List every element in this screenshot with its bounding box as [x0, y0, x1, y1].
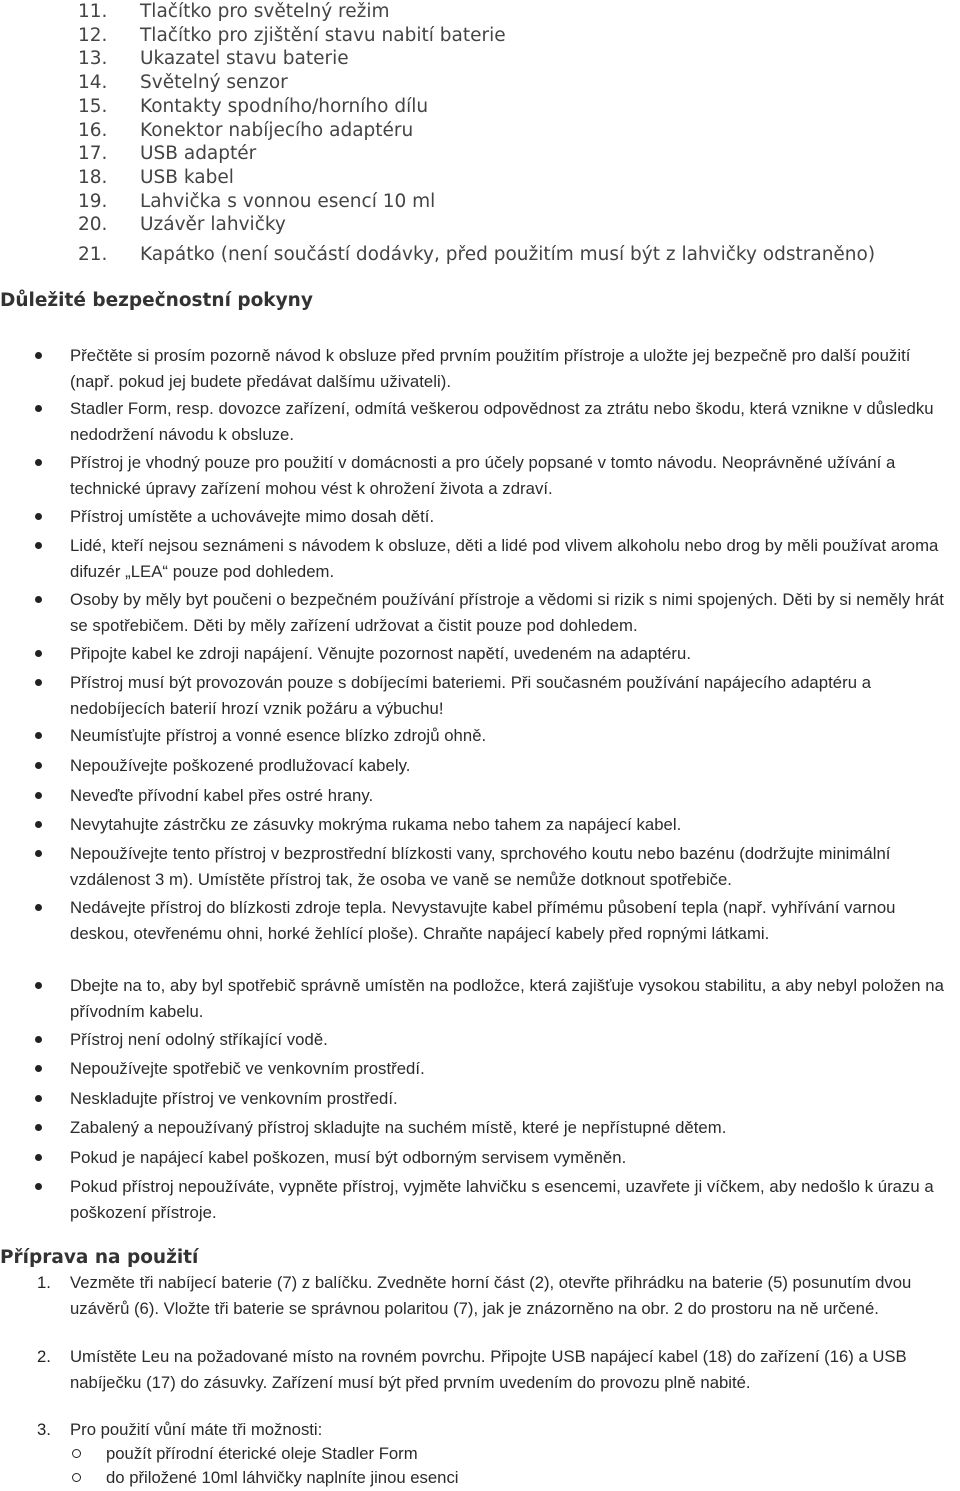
bullet-icon [35, 513, 42, 520]
list-item-text: Nedávejte přístroj do blízkosti zdroje tepla. Nevystavujte kabel přímému působení tepla (např. vyhřívání varnou deskou, otevřenému ohni, horké žehlící ploše). Chraňte napájecí kabely před ropnými látkami. [70, 898, 896, 943]
bullet-icon [35, 904, 42, 911]
bullet-icon [35, 459, 42, 466]
list-item-text: Přístroj musí být provozován pouze s dobíjecími bateriemi. Při současném používání napájecího adaptéru a nedobíjecích baterií hrozí vznik požáru a výbuchu! [70, 673, 872, 718]
list-item-text: Nepoužívejte poškozené prodlužovací kabely. [70, 756, 411, 775]
part-label: USB kabel [140, 166, 234, 188]
part-label: Tlačítko pro zjištění stavu nabití baterie [140, 24, 506, 46]
part-number: 12. [78, 24, 108, 46]
part-label: Lahvička s vonnou esencí 10 ml [140, 190, 436, 212]
list-item-text: Neumísťujte přístroj a vonné esence blízko zdrojů ohně. [70, 726, 487, 745]
bullet-icon [35, 596, 42, 603]
part-label: Uzávěr lahvičky [140, 214, 286, 236]
part-number: 15. [78, 95, 108, 117]
sub-list-item-text: použít přírodní éterické oleje Stadler Form [106, 1444, 418, 1463]
step-text: Pro použití vůní máte tři možnosti: [70, 1420, 323, 1439]
part-label: Kontakty spodního/horního dílu [140, 95, 429, 117]
list-item-text: Nepoužívejte tento přístroj v bezprostřední blízkosti vany, sprchového koutu nebo bazénu (dodržujte minimální vzdálenost 3 m). Umístěte přístroj tak, že osoba ve vaně se nemůže dotknout spotřebiče. [70, 844, 891, 889]
step-number: 2. [37, 1347, 51, 1366]
part-number: 19. [78, 190, 108, 212]
bullet-icon [35, 352, 42, 359]
part-number: 21. [78, 244, 108, 265]
step-number: 1. [37, 1273, 51, 1292]
part-number: 16. [78, 119, 108, 141]
bullet-icon [35, 850, 42, 857]
part-label: Ukazatel stavu baterie [140, 48, 349, 70]
bullet-icon [35, 1095, 42, 1102]
step-number: 3. [37, 1420, 51, 1439]
bullet-icon [35, 982, 42, 989]
part-number: 11. [78, 1, 108, 22]
list-item-text: Přečtěte si prosím pozorně návod k obsluze před prvním použitím přístroje a uložte jej bezpečně pro další použití (např. pokud jej budete předávat dalšímu uživateli). [70, 346, 911, 391]
bullet-icon [35, 1154, 42, 1161]
part-number: 18. [78, 166, 108, 188]
step-text: Vezměte tři nabíjecí baterie (7) z balíčku. Zvedněte horní část (2), otevřte přihrádku na baterie (5) posunutím dvou uzávěrů (6). Vložte tři baterie se správnou polaritou (7), jak je znázorněno na obr. 2 do prostoru na ně určené. [70, 1273, 912, 1318]
bullet-icon [35, 732, 42, 739]
bullet-icon [35, 650, 42, 657]
list-item-text: Lidé, kteří nejsou seznámeni s návodem k obsluze, děti a lidé pod vlivem alkoholu nebo drog by měli používat aroma difuzér „LEA“ pouze pod dohledem. [70, 536, 939, 581]
list-item-text: Pokud přístroj nepoužíváte, vypněte přístroj, vyjměte lahvičku s esencemi, uzavřete ji víčkem, aby nedošlo k úrazu a poškození přístroje. [70, 1177, 934, 1222]
safety-heading: Důležité bezpečnostní pokyny [0, 290, 313, 311]
part-number: 20. [78, 214, 108, 236]
bullet-icon [35, 1124, 42, 1131]
list-item-text: Pokud je napájecí kabel poškozen, musí být odborným servisem vyměněn. [70, 1148, 627, 1167]
part-number: 13. [78, 48, 108, 70]
bullet-icon [35, 679, 42, 686]
list-item-text: Neskladujte přístroj ve venkovním prostředí. [70, 1089, 398, 1108]
list-item-text: Přístroj umístěte a uchovávejte mimo dosah dětí. [70, 507, 435, 526]
part-label: USB adaptér [140, 143, 257, 165]
bullet-icon [35, 405, 42, 412]
list-item-text: Nepoužívejte spotřebič ve venkovním prostředí. [70, 1059, 425, 1078]
circle-bullet-icon [72, 1473, 81, 1482]
list-item-text: Neveďte přívodní kabel přes ostré hrany. [70, 786, 374, 805]
part-number: 14. [78, 72, 108, 94]
bullet-icon [35, 762, 42, 769]
list-item-text: Dbejte na to, aby byl spotřebič správně umístěn na podložce, která zajišťuje vysokou stabilitu, a aby nebyl položen na přívodním kabelu. [70, 976, 944, 1021]
bullet-icon [35, 542, 42, 549]
bullet-icon [35, 1065, 42, 1072]
list-item-text: Stadler Form, resp. dovozce zařízení, odmítá veškerou odpovědnost za ztrátu nebo škodu, která vznikne v důsledku nedodržení návodu k obsluze. [70, 399, 934, 444]
circle-bullet-icon [72, 1449, 81, 1458]
list-item-text: Přístroj je vhodný pouze pro použití v domácnosti a pro účely popsané v tomto návodu. Neoprávněné užívání a technické úpravy zařízení mohou vést k ohrožení života a zdraví. [70, 453, 896, 498]
preparation-heading: Příprava na použití [0, 1247, 199, 1268]
list-item-text: Nevytahujte zástrčku ze zásuvky mokrýma rukama nebo tahem za napájecí kabel. [70, 815, 682, 834]
bullet-icon [35, 792, 42, 799]
bullet-icon [35, 1183, 42, 1190]
step-text: Umístěte Leu na požadované místo na rovném povrchu. Připojte USB napájecí kabel (18) do zařízení (16) a USB nabíječku (17) do zásuvky. Zařízení musí být před prvním uvedením do provozu plně nabité. [70, 1347, 907, 1392]
bullet-icon [35, 821, 42, 828]
list-item-text: Zabalený a nepoužívaný přístroj skladujte na suchém místě, které je nepřístupné dětem. [70, 1118, 727, 1137]
part-label: Tlačítko pro světelný režim [140, 1, 390, 22]
bullet-icon [35, 1036, 42, 1043]
list-item-text: Osoby by měly byt poučeni o bezpečném používání přístroje a vědomi si rizik s nimi spojených. Děti by si neměly hrát se spotřebičem. Děti by měly zařízení udržovat a čistit pouze pod dohledem. [70, 590, 944, 635]
part-label: Kapátko (není součástí dodávky, před použitím musí být z lahvičky odstraněno) [140, 244, 876, 265]
part-label: Konektor nabíjecího adaptéru [140, 119, 414, 141]
part-number: 17. [78, 143, 108, 165]
list-item-text: Přístroj není odolný stříkající vodě. [70, 1030, 328, 1049]
part-label: Světelný senzor [140, 72, 288, 94]
sub-list-item-text: do přiložené 10ml láhvičky naplníte jinou esenci [106, 1468, 459, 1487]
list-item-text: Připojte kabel ke zdroji napájení. Věnujte pozornost napětí, uvedeném na adaptéru. [70, 644, 692, 663]
